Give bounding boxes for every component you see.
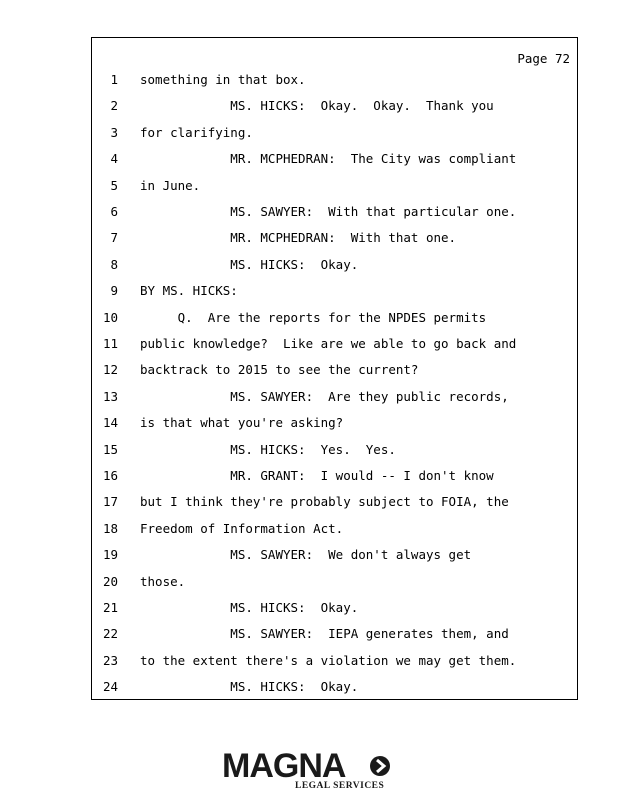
transcript-line — [92, 679, 577, 699]
page-number: Page 72 — [517, 51, 570, 66]
line-text: MS. HICKS: Okay. Okay. Thank you — [140, 98, 494, 114]
line-text: MS. SAWYER: We don't always get — [140, 547, 472, 563]
line-number: 9 — [110, 283, 118, 299]
line-number: 14 — [102, 415, 118, 431]
transcript-line — [92, 98, 577, 118]
line-text: to the extent there's a violation we may get them. — [140, 652, 517, 668]
line-text: MR. MCPHEDRAN: With that one. — [140, 230, 457, 246]
line-number: 19 — [102, 547, 118, 563]
chevron-right-circle-icon — [369, 755, 391, 777]
line-text: in June. — [140, 177, 201, 193]
line-number: 18 — [102, 520, 118, 536]
line-number: 6 — [110, 204, 118, 219]
line-number: 10 — [102, 309, 118, 325]
line-number: 3 — [110, 124, 118, 140]
transcript-line — [92, 521, 577, 541]
line-text: but I think they're probably subject to FOIA, the — [140, 494, 509, 510]
line-text: MR. MCPHEDRAN: The City was compliant — [140, 151, 517, 167]
line-text: MS. SAWYER: IEPA generates them, and — [140, 626, 509, 642]
line-number: 17 — [102, 494, 118, 510]
transcript-line — [92, 336, 577, 356]
line-text: MS. SAWYER: With that particular one. — [140, 204, 517, 219]
line-text: is that what you're asking? — [140, 415, 344, 431]
transcript-line — [92, 283, 577, 303]
line-number: 24 — [102, 679, 118, 695]
line-number: 5 — [110, 177, 118, 193]
transcript-line — [92, 574, 577, 594]
line-number: 11 — [102, 336, 118, 351]
line-number: 21 — [102, 600, 118, 615]
line-number: 16 — [102, 468, 118, 483]
transcript-line — [92, 389, 577, 409]
line-number: 1 — [110, 72, 118, 87]
line-number: 23 — [102, 652, 118, 668]
line-number: 7 — [110, 230, 118, 246]
transcript-line — [92, 653, 577, 673]
line-text: MS. HICKS: Yes. Yes. — [140, 441, 396, 457]
line-text: MS. SAWYER: Are they public records, — [140, 388, 509, 404]
line-text: those. — [140, 573, 186, 589]
magna-logo — [222, 748, 402, 794]
transcript-line — [92, 442, 577, 462]
line-number: 8 — [110, 256, 118, 272]
line-text: backtrack to 2015 to see the current? — [140, 362, 419, 378]
line-text: for clarifying. — [140, 124, 253, 140]
line-number: 4 — [110, 151, 118, 167]
line-text: something in that box. — [140, 72, 306, 87]
line-text: MS. HICKS: Okay. — [140, 600, 359, 615]
logo-wordmark: MAGNA — [222, 747, 346, 785]
transcript-line — [92, 626, 577, 646]
line-text: MR. GRANT: I would -- I don't know — [140, 468, 494, 483]
transcript-line — [92, 151, 577, 171]
transcript-line — [92, 257, 577, 277]
line-text: public knowledge? Like are we able to go back and — [140, 336, 517, 351]
transcript-line — [92, 494, 577, 514]
transcript-line — [92, 204, 577, 224]
transcript-line — [92, 310, 577, 330]
line-number: 12 — [102, 362, 118, 378]
transcript-line — [92, 468, 577, 488]
line-text: BY MS. HICKS: — [140, 283, 238, 299]
transcript-line — [92, 125, 577, 145]
transcript-page — [91, 37, 578, 700]
transcript-line — [92, 230, 577, 250]
line-number: 15 — [102, 441, 118, 457]
line-number: 2 — [110, 98, 118, 114]
logo-subtitle: LEGAL SERVICES — [295, 781, 385, 791]
transcript-line — [92, 178, 577, 198]
transcript-line — [92, 547, 577, 567]
transcript-line — [92, 415, 577, 435]
line-number: 22 — [102, 626, 118, 642]
transcript-line — [92, 600, 577, 620]
transcript-line — [92, 362, 577, 382]
line-number: 20 — [102, 573, 118, 589]
transcript-line — [92, 72, 577, 92]
line-number: 13 — [102, 388, 118, 404]
line-text: MS. HICKS: Okay. — [140, 256, 359, 272]
line-text: Q. Are the reports for the NPDES permits — [140, 309, 487, 325]
line-text: MS. HICKS: Okay. — [140, 679, 359, 695]
line-text: Freedom of Information Act. — [140, 520, 344, 536]
